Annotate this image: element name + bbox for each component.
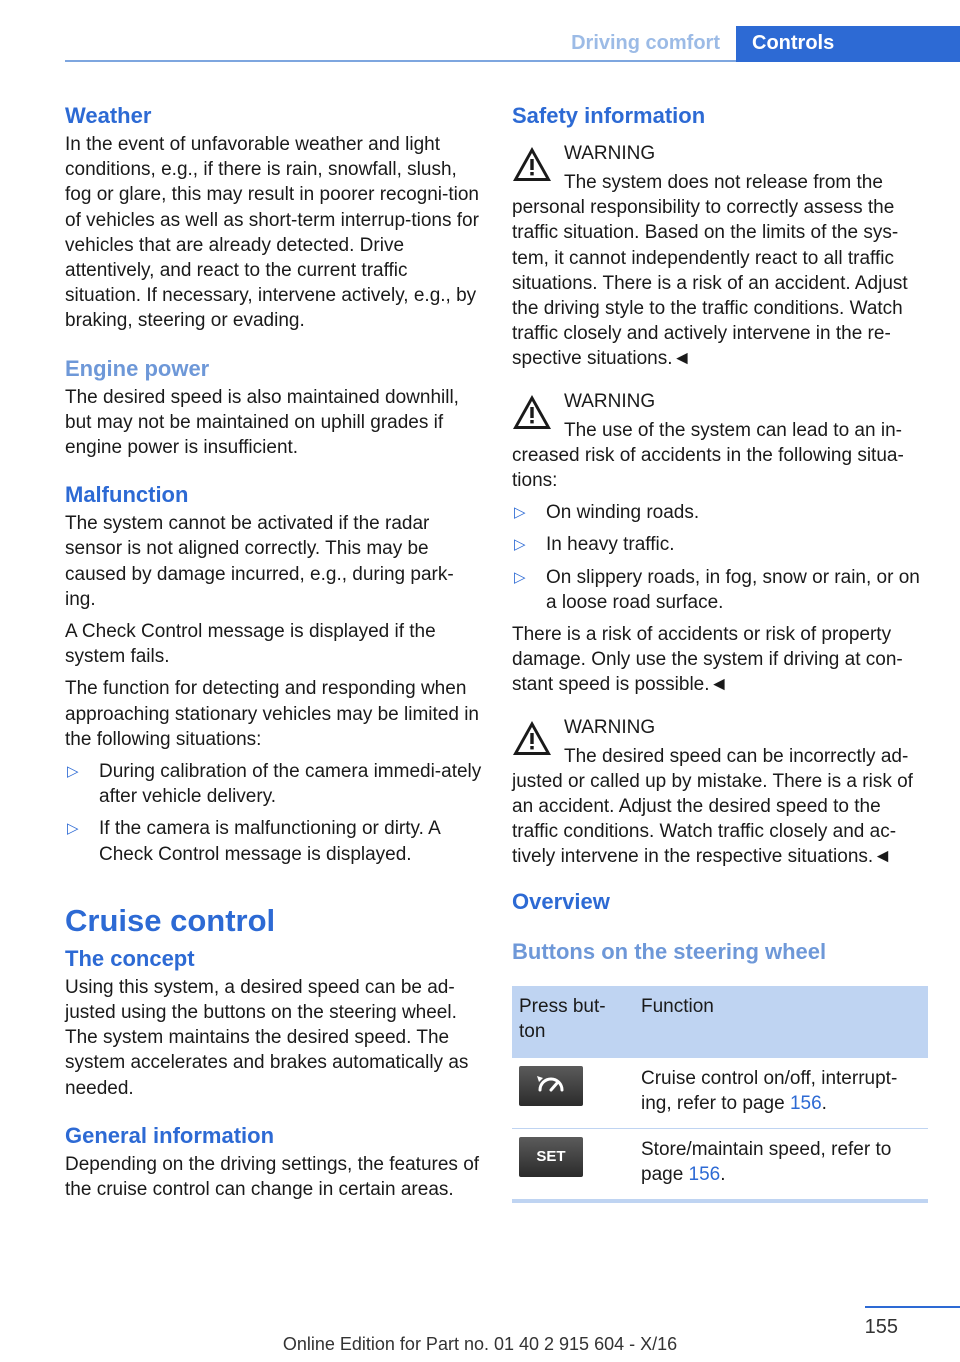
section-tab[interactable]: Driving comfort: [555, 26, 736, 60]
edition-footer: Online Edition for Part no. 01 40 2 915 604 - X/16: [282, 1334, 678, 1354]
set-button-icon: SET: [519, 1137, 583, 1177]
warning-triangle-icon: [512, 720, 552, 756]
list-item: ▷ On slippery roads, in fog, snow or rain, or on a loose road surface.: [514, 566, 920, 613]
chapter-tab[interactable]: Controls: [736, 26, 960, 62]
warning-block-3: [512, 712, 930, 870]
warning-label: WARNING: [564, 716, 656, 738]
weather-text: In the event of unfavorable weather and light conditions, e.g., if there is rain, snowfall, slush, fog or glare, this may result in poorer recogni-tion of vehicles as well as short-term interrup-tions for vehicles that are already detected. Drive attentively, and react to the current traffic situation. If necessary, intervene actively, e.g., by braking, steering or evading.: [65, 134, 479, 332]
malfunction-text-1: The system cannot be activated if the radar sensor is not aligned correctly. This may be caused by damage incurred, e.g., during park-ing.: [65, 513, 454, 610]
page-link[interactable]: 156: [789, 1092, 822, 1114]
buttons-table: [512, 986, 928, 1203]
engine-power-heading: Engine power: [65, 355, 210, 381]
col-header-button: Press but-ton: [512, 986, 634, 1058]
list-item: ▷ On winding roads.: [512, 500, 930, 525]
bullet-triangle-icon: ▷: [514, 568, 526, 586]
malfunction-text-3: The function for detecting and responding when approaching stationary vehicles may be limited in the following situations:: [65, 678, 479, 750]
warning-after-text: There is a risk of accidents or risk of property damage. Only use the system if driving at con-stant speed is possible.◄: [512, 624, 903, 696]
col-header-function: Function: [634, 986, 928, 1058]
page-header: [0, 0, 960, 62]
page-number: 155: [864, 1316, 898, 1338]
table-row: [512, 1058, 928, 1129]
general-info-heading: General information: [65, 1122, 275, 1148]
overview-heading: Overview: [512, 888, 610, 914]
safety-heading: Safety information: [512, 103, 706, 128]
bullet-triangle-icon: ▷: [67, 820, 79, 838]
warning-label: WARNING: [564, 390, 656, 412]
table-header-row: [512, 986, 928, 1058]
bullet-triangle-icon: ▷: [514, 536, 526, 554]
page-link[interactable]: 156: [688, 1163, 721, 1185]
function-cell: Store/maintain speed, refer to page 156.: [634, 1128, 928, 1201]
list-item: ▷ If the camera is malfunctioning or dirty. A Check Control message is displayed.: [67, 818, 440, 865]
warning-block-1: [512, 138, 930, 372]
warning-block-2: [512, 386, 930, 698]
bullet-triangle-icon: ▷: [514, 504, 526, 522]
concept-text: Using this system, a desired speed can be ad-justed using the buttons on the steering wheel. The system maintains the desired speed. The system accelerates and brakes automatically as needed.: [65, 976, 469, 1099]
malfunction-heading: Malfunction: [65, 482, 189, 508]
situations-list: [512, 500, 930, 615]
cruise-control-title: Cruise control: [65, 902, 276, 938]
malfunction-text-2: A Check Control message is displayed if the system fails.: [65, 621, 436, 668]
warning-triangle-icon: [512, 146, 552, 182]
buttons-heading: Buttons on the steering wheel: [512, 938, 827, 964]
malfunction-list: [65, 759, 483, 867]
warning-text: The desired speed can be incorrectly ad- justed or called up by mistake. There is a risk of an accident. Adjust the desired speed to the traffic conditions. Watch traffic closely and ac-tively intervene in the respective situations.◄: [512, 745, 913, 868]
warning-text: The system does not release from the personal responsibility to correctly assess the traffic situation. Based on the limits of the sys-tem, it cannot independently react to all traffic situations. There is a risk of an accident. Adjust the driving style to the traffic conditions. Watch traffic closely and actively intervene in the re-spective situations.◄: [512, 172, 908, 370]
table-row: [512, 1128, 928, 1201]
engine-power-text: The desired speed is also maintained downhill, but may not be maintained on uphill grades if engine power is insufficient.: [65, 386, 459, 459]
cruise-control-symbol-icon: [529, 1070, 573, 1102]
general-info-text: Depending on the driving settings, the features of the cruise control can change in certain areas.: [65, 1153, 480, 1201]
bullet-triangle-icon: ▷: [67, 763, 79, 781]
function-cell: Cruise control on/off, interrupt-ing, refer to page 156.: [634, 1058, 928, 1129]
weather-heading: Weather: [65, 103, 152, 128]
warning-label: WARNING: [564, 143, 656, 164]
footer-rule: [865, 1306, 960, 1308]
warning-text: The use of the system can lead to an in- creased risk of accidents in the following situa-tions:: [512, 419, 904, 492]
warning-triangle-icon: [512, 394, 552, 430]
list-item: ▷ In heavy traffic.: [512, 532, 930, 557]
left-column: [65, 100, 483, 1209]
cruise-control-button-icon: [519, 1066, 583, 1106]
concept-heading: The concept: [65, 945, 195, 971]
list-item: ▷ During calibration of the camera immedi-ately after vehicle delivery.: [67, 761, 482, 808]
right-column: [512, 100, 930, 1203]
